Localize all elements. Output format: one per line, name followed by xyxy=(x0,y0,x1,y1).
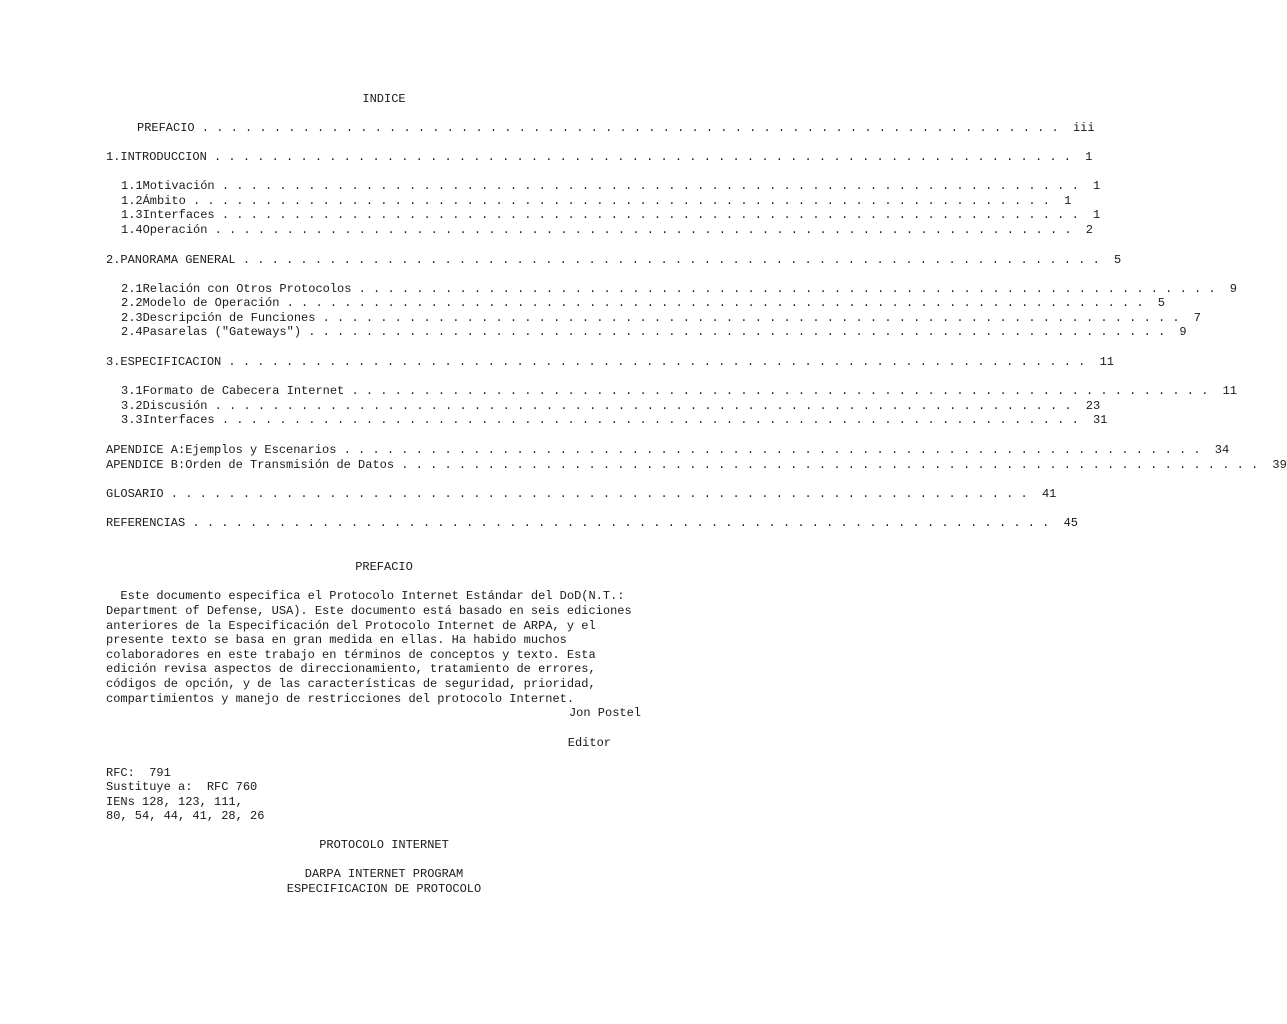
toc-number: 3. xyxy=(106,355,121,369)
toc-label: Ámbito xyxy=(142,194,186,208)
toc-leader-dots: . . . . . . . . . . . . . . . . . . . . . . . . . . . . . . . . . . . . . . . . . . . . . . . . . . . . . . . . . . . . xyxy=(279,296,1151,310)
toc-leader-dots: . . . . . . . . . . . . . . . . . . . . . . . . . . . . . . . . . . . . . . . . . . . . . . . . . . . . . . . . . . . . xyxy=(214,413,1086,427)
toc-page-number: 45 xyxy=(1063,516,1078,530)
preface-line: presente texto se basa en gran medida en ellas. Ha habido muchos xyxy=(106,633,567,647)
toc-entry xyxy=(121,194,1072,209)
toc-page-number: 1 xyxy=(1064,194,1072,208)
toc-entry xyxy=(121,413,1108,428)
toc-leader-dots: . . . . . . . . . . . . . . . . . . . . . . . . . . . . . . . . . . . . . . . . . . . . . . . . . . . . . . . . . . . . xyxy=(394,458,1266,472)
toc-leader-dots: . . . . . . . . . . . . . . . . . . . . . . . . . . . . . . . . . . . . . . . . . . . . . . . . . . . . . . . . . . . . xyxy=(207,399,1079,413)
toc-page-number: 41 xyxy=(1041,487,1057,501)
toc-entry xyxy=(121,399,1101,414)
toc-entry xyxy=(106,355,1114,370)
toc-entry xyxy=(121,223,1093,238)
toc-entry xyxy=(121,282,1237,297)
toc-page-number: 9 xyxy=(1229,282,1237,296)
toc-label: Orden de Transmisión de Datos xyxy=(185,458,395,472)
toc-label: PANORAMA GENERAL xyxy=(120,253,236,267)
toc-entry xyxy=(121,179,1101,194)
toc-number: 1.2 xyxy=(121,194,143,208)
rfc-line: Sustituye a: RFC 760 xyxy=(106,780,258,794)
toc-leader-dots: . . . . . . . . . . . . . . . . . . . . . . . . . . . . . . . . . . . . . . . . . . . . . . . . . . . . . . . . . . . . xyxy=(301,325,1173,339)
toc-leader-dots: . . . . . . . . . . . . . . . . . . . . . . . . . . . . . . . . . . . . . . . . . . . . . . . . . . . . . . . . . . . . xyxy=(185,516,1057,530)
preface-line: colaboradores en este trabajo en términos de conceptos y texto. Esta xyxy=(106,648,596,662)
toc-entry xyxy=(106,458,1287,473)
preface-line: códigos de opción, y de las características de seguridad, prioridad, xyxy=(106,677,596,691)
toc-label: GLOSARIO xyxy=(106,487,164,501)
toc-entry xyxy=(106,150,1093,165)
toc-number: 2.3 xyxy=(121,311,143,325)
toc-leader-dots: . . . . . . . . . . . . . . . . . . . . . . . . . . . . . . . . . . . . . . . . . . . . . . . . . . . . . . . . . . . . xyxy=(214,179,1086,193)
preface-line: edición revisa aspectos de direccionamiento, tratamiento de errores, xyxy=(106,662,596,676)
toc-page-number: 31 xyxy=(1092,413,1108,427)
toc-label: Interfaces xyxy=(142,208,215,222)
index-title: INDICE xyxy=(362,92,406,106)
toc-label: Pasarelas ("Gateways") xyxy=(142,325,302,339)
toc-label: Interfaces xyxy=(142,413,215,427)
toc-entry xyxy=(121,208,1101,223)
protocol-title: PROTOCOLO INTERNET xyxy=(319,838,449,852)
toc-page-number: 1 xyxy=(1092,208,1101,222)
preface-line: Este documento especifica el Protocolo Internet Estándar del DoD(N.T.: xyxy=(106,589,625,603)
toc-leader-dots: . . . . . . . . . . . . . . . . . . . . . . . . . . . . . . . . . . . . . . . . . . . . . . . . . . . . . . . . . . . . xyxy=(163,487,1035,501)
toc-label: Modelo de Operación xyxy=(142,296,280,310)
preface-role: Editor xyxy=(567,736,611,750)
rfc-line: IENs 128, 123, 111, xyxy=(106,795,243,809)
toc-label: Discusión xyxy=(142,399,208,413)
rfc-line: 80, 54, 44, 41, 28, 26 xyxy=(106,809,265,823)
toc-page-number: 1 xyxy=(1092,179,1101,193)
toc-label: Relación con Otros Protocolos xyxy=(142,282,352,296)
toc-label: PREFACIO xyxy=(137,121,195,135)
toc-entry xyxy=(106,253,1122,268)
spec-subtitle: ESPECIFICACION DE PROTOCOLO xyxy=(286,882,482,896)
toc-leader-dots: . . . . . . . . . . . . . . . . . . . . . . . . . . . . . . . . . . . . . . . . . . . . . . . . . . . . . . . . . . . . xyxy=(221,355,1093,369)
toc-leader-dots: . . . . . . . . . . . . . . . . . . . . . . . . . . . . . . . . . . . . . . . . . . . . . . . . . . . . . . . . . . . . xyxy=(206,150,1079,164)
toc-number: 2. xyxy=(106,253,121,267)
toc-number: APENDICE B: xyxy=(106,458,186,472)
toc-leader-dots: . . . . . . . . . . . . . . . . . . . . . . . . . . . . . . . . . . . . . . . . . . . . . . . . . . . . . . . . . . . . xyxy=(185,194,1058,208)
toc-page-number: 2 xyxy=(1085,223,1093,237)
preface-line: anteriores de la Especificación del Protocolo Internet de ARPA, y el xyxy=(106,619,596,633)
toc-number: 3.3 xyxy=(121,413,143,427)
toc-entry xyxy=(106,443,1230,458)
toc-number: 3.2 xyxy=(121,399,143,413)
toc-number: APENDICE A: xyxy=(106,443,186,457)
toc-number: 2.1 xyxy=(121,282,143,296)
toc-entry xyxy=(121,325,1187,340)
toc-label: Operación xyxy=(142,223,208,237)
toc-page-number: 11 xyxy=(1222,384,1237,398)
preface-line: compartimientos y manejo de restricciones del protocolo Internet. xyxy=(106,692,575,706)
preface-author: Jon Postel xyxy=(568,706,641,720)
toc-number: 1.3 xyxy=(121,208,143,222)
toc-page-number: 9 xyxy=(1179,325,1187,339)
toc-entry xyxy=(121,384,1237,399)
toc-entry xyxy=(106,516,1078,531)
toc-number: 2.4 xyxy=(121,325,143,339)
toc-entry xyxy=(137,121,1095,136)
toc-entry xyxy=(121,311,1201,326)
toc-leader-dots: . . . . . . . . . . . . . . . . . . . . . . . . . . . . . . . . . . . . . . . . . . . . . . . . . . . . . . . . . . . . xyxy=(194,121,1066,135)
toc-label: Formato de Cabecera Internet xyxy=(142,384,345,398)
toc-page-number: 11 xyxy=(1099,355,1114,369)
toc-page-number: 7 xyxy=(1193,311,1201,325)
toc-page-number: 5 xyxy=(1113,253,1122,267)
toc-label: Ejemplos y Escenarios xyxy=(185,443,337,457)
preface-title: PREFACIO xyxy=(355,560,413,574)
toc-number: 3.1 xyxy=(121,384,143,398)
toc-number: 1.4 xyxy=(121,223,143,237)
preface-line: Department of Defense, USA). Este documento está basado en seis ediciones xyxy=(106,604,632,618)
toc-label: REFERENCIAS xyxy=(106,516,186,530)
toc-leader-dots: . . . . . . . . . . . . . . . . . . . . . . . . . . . . . . . . . . . . . . . . . . . . . . . . . . . . . . . . . . . . xyxy=(235,253,1107,267)
program-name: DARPA INTERNET PROGRAM xyxy=(304,867,464,881)
rfc-line: RFC: 791 xyxy=(106,766,171,780)
toc-label: ESPECIFICACION xyxy=(120,355,222,369)
toc-label: Motivación xyxy=(142,179,215,193)
toc-page-number: iii xyxy=(1072,121,1095,135)
toc-number: 1. xyxy=(106,150,121,164)
toc-label: INTRODUCCION xyxy=(120,150,207,164)
toc-entry xyxy=(121,296,1165,311)
toc-leader-dots: . . . . . . . . . . . . . . . . . . . . . . . . . . . . . . . . . . . . . . . . . . . . . . . . . . . . . . . . . . . . xyxy=(351,282,1223,296)
toc-leader-dots: . . . . . . . . . . . . . . . . . . . . . . . . . . . . . . . . . . . . . . . . . . . . . . . . . . . . . . . . . . . . xyxy=(315,311,1187,325)
toc-page-number: 34 xyxy=(1214,443,1230,457)
toc-number: 2.2 xyxy=(121,296,143,310)
toc-number: 1.1 xyxy=(121,179,143,193)
toc-leader-dots: . . . . . . . . . . . . . . . . . . . . . . . . . . . . . . . . . . . . . . . . . . . . . . . . . . . . . . . . . . . . xyxy=(344,384,1216,398)
toc-leader-dots: . . . . . . . . . . . . . . . . . . . . . . . . . . . . . . . . . . . . . . . . . . . . . . . . . . . . . . . . . . . . xyxy=(336,443,1208,457)
toc-page-number: 5 xyxy=(1157,296,1165,310)
toc-label: Descripción de Funciones xyxy=(142,311,316,325)
toc-page-number: 39 xyxy=(1272,458,1287,472)
toc-page-number: 1 xyxy=(1085,150,1093,164)
toc-leader-dots: . . . . . . . . . . . . . . . . . . . . . . . . . . . . . . . . . . . . . . . . . . . . . . . . . . . . . . . . . . . . xyxy=(207,223,1079,237)
toc-leader-dots: . . . . . . . . . . . . . . . . . . . . . . . . . . . . . . . . . . . . . . . . . . . . . . . . . . . . . . . . . . . . xyxy=(214,208,1086,222)
toc-page-number: 23 xyxy=(1085,399,1101,413)
toc-entry xyxy=(106,487,1057,502)
